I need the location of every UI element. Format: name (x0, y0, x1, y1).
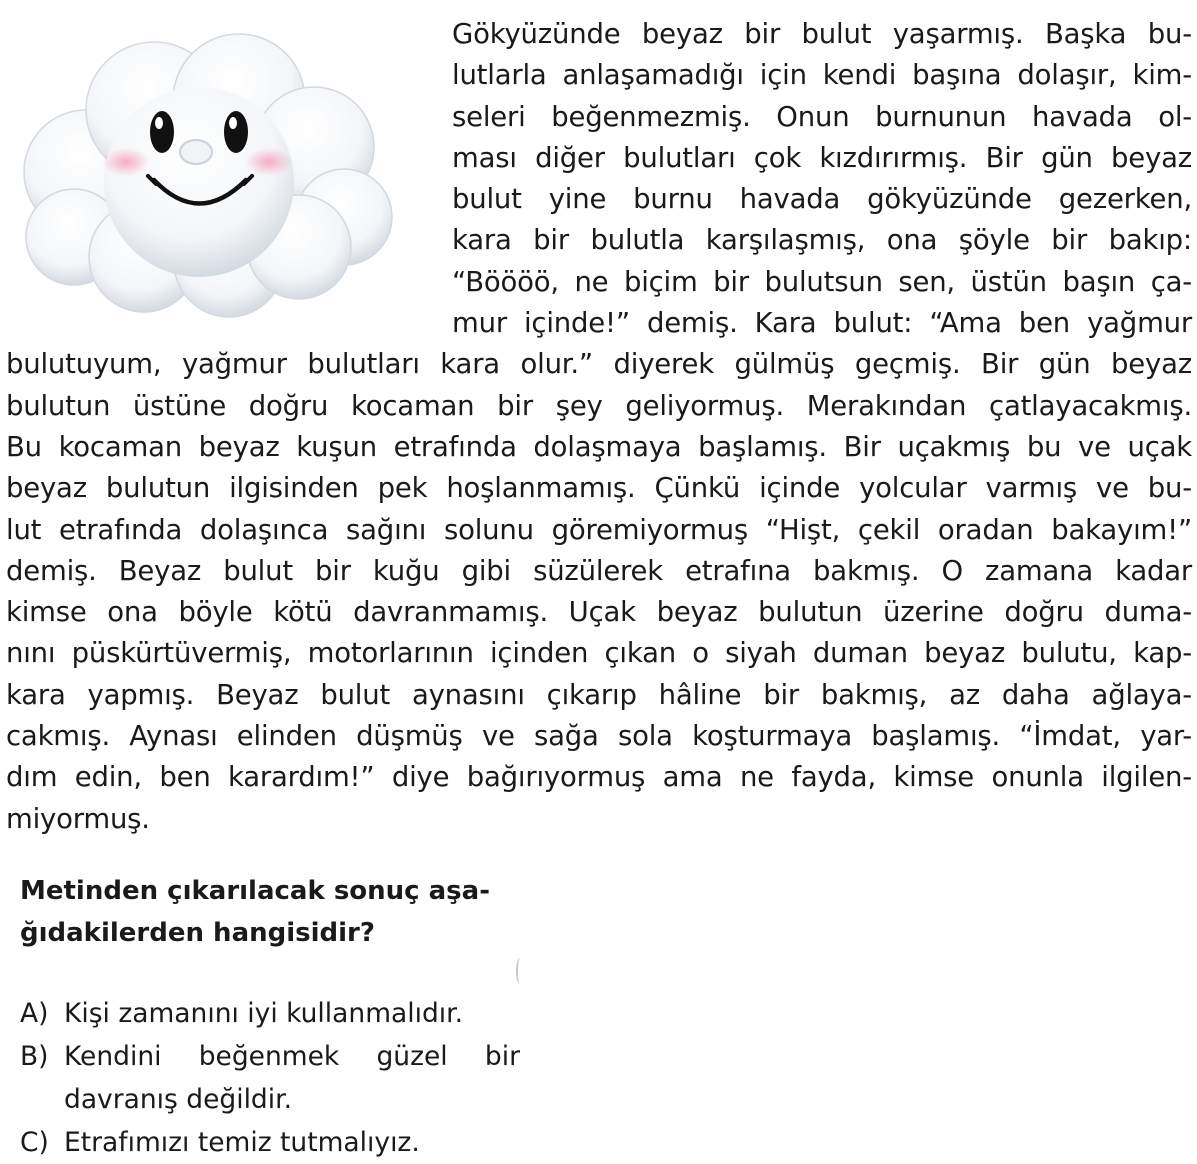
option-letter: C) (20, 1127, 49, 1158)
story-line: demiş. Beyaz bulut bir kuğu gibi süzülerek etrafına bakmış. O zamana kadar (6, 554, 1192, 587)
question-line: ğıdakilerden hangisidir? (20, 918, 375, 948)
story-line: mur içinde!” demiş. Kara bulut: “Ama ben yağmur (452, 307, 1192, 340)
story-line: kara bir bulutla karşılaşmış, ona şöyle bir bakıp: (452, 224, 1192, 257)
option-text: Kendini beğenmek güzel bir (64, 1041, 520, 1072)
story-line: bulutun üstüne doğru kocaman bir şey geliyormuş. Merakından çatlayacakmış. (6, 389, 1192, 422)
option-text: Etrafımızı temiz tutmalıyız. (64, 1127, 420, 1158)
story-line: kara yapmış. Beyaz bulut aynasını çıkarıp hâline bir bakmış, az daha ağlaya- (6, 678, 1192, 711)
story-line: nını püskürtüvermiş, motorlarının içinden çıkan o siyah duman beyaz bulutu, kap- (6, 637, 1192, 670)
option-letter: B) (20, 1041, 49, 1072)
story-line: beyaz bulutun ilgisinden pek hoşlanmamış. Çünkü içinde yolcular varmış ve bu- (6, 472, 1192, 505)
option-text-continued: davranış değildir. (64, 1084, 293, 1115)
story-line: “Böööö, ne biçim bir bulutsun sen, üstün başın ça- (452, 265, 1192, 298)
option-a[interactable] (20, 992, 520, 1035)
story-line: lutlarla anlaşamadığı için kendi başına dolaşır, kim- (452, 59, 1192, 92)
story-line: Gökyüzünde beyaz bir bulut yaşarmış. Başka bu- (452, 18, 1192, 50)
option-c[interactable] (20, 1121, 520, 1164)
story-line: lut etrafında dolaşınca sağını solunu göremiyormuş “Hişt, çekil oradan bakayım!” (6, 513, 1192, 546)
answer-options (20, 992, 520, 1164)
story-line: dım edin, ben karardım!” diye bağırıyormuş ama ne fayda, kimse onunla ilgilen- (6, 761, 1192, 794)
option-b[interactable] (20, 1035, 520, 1121)
question-prompt (20, 870, 520, 954)
question-line: Metinden çıkarılacak sonuç aşa- (20, 876, 490, 906)
story-line: Bu kocaman beyaz kuşun etrafında dolaşmaya başlamış. Bir uçakmış bu ve uçak (6, 430, 1192, 463)
story-text (6, 14, 1192, 840)
story-line: bulutuyum, yağmur bulutları kara olur.” diyerek gülmüş geçmiş. Bir gün beyaz (6, 348, 1192, 381)
story-line: bulut yine burnu havada gökyüzünde gezerken, (452, 183, 1192, 216)
option-text: Kişi zamanını iyi kullanmalıdır. (64, 998, 464, 1029)
option-letter: A) (20, 998, 49, 1029)
story-line: seleri beğenmezmiş. Onun burnunun havada ol- (452, 100, 1192, 133)
page-mark (516, 958, 524, 984)
story-line: cakmış. Aynası elinden düşmüş ve sağa sola koşturmaya başlamış. “İmdat, yar- (6, 720, 1192, 753)
story-line: miyormuş. (6, 802, 150, 835)
story-line: ması diğer bulutları çok kızdırırmış. Bir gün beyaz (452, 141, 1192, 174)
story-line: kimse ona böyle kötü davranmamış. Uçak beyaz bulutun üzerine doğru duma- (6, 596, 1192, 629)
